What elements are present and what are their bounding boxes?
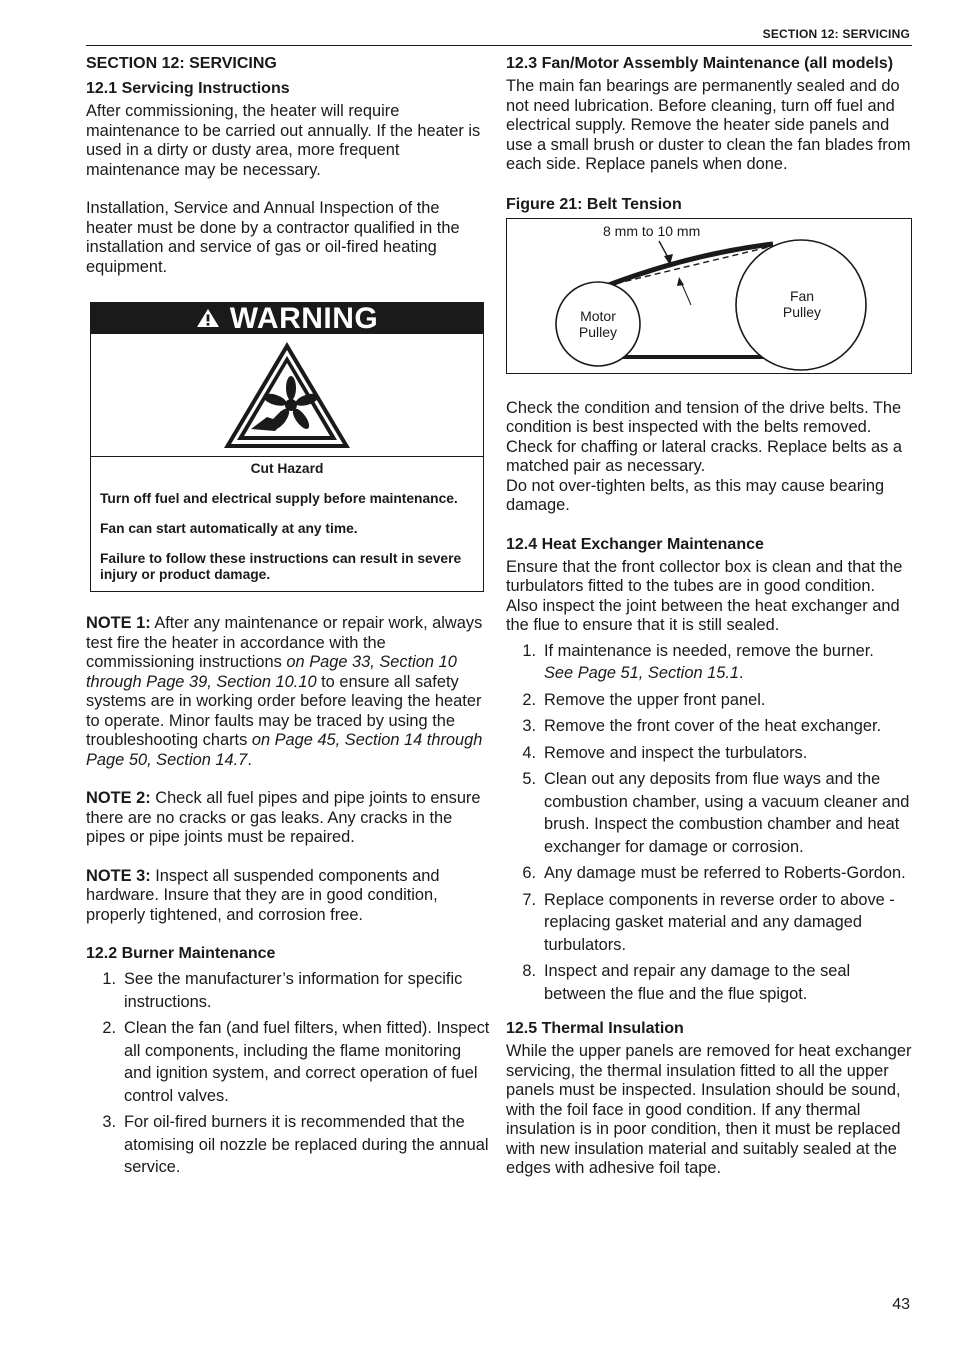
page-number: 43 — [892, 1296, 910, 1313]
note-3-label: NOTE 3: — [86, 866, 151, 885]
step-1-reference: See Page 51, Section 15.1 — [544, 664, 740, 682]
warning-title: Cut Hazard — [250, 461, 324, 476]
note-1-label: NOTE 1: — [86, 614, 151, 632]
list-item — [506, 862, 912, 885]
paragraph-thermal-insulation: While the upper panels are removed for heat exchanger servicing, the thermal insulation fitted to all the upper panels must be inspected. Insulation should be sound, with the foil face in good condition. If any thermal insulation is in poor condition, then it must be replaced with new insulation material and suitably sealed at the edges with adhesive foil tape. — [506, 1042, 912, 1177]
list-item — [506, 768, 912, 858]
step-number: 4. — [522, 743, 536, 762]
warning-line-2: Fan can start automatically at any time. — [100, 521, 358, 536]
step-1-text: If maintenance is needed, remove the burner. — [544, 641, 874, 660]
heading-12-1: 12.1 Servicing Instructions — [86, 80, 290, 97]
paragraph-belts-2: Do not over-tighten belts, as this may cause bearing damage. — [506, 476, 885, 514]
motor-pulley-label-line1: Motor — [580, 307, 616, 324]
list-item — [506, 742, 912, 765]
section-title: SECTION 12: SERVICING — [86, 55, 277, 72]
warning-line-1: Turn off fuel and electrical supply before maintenance. — [100, 491, 458, 506]
heading-12-3: 12.3 Fan/Motor Assembly Maintenance (all models) — [506, 55, 894, 72]
note-2-text: Check all fuel pipes and pipe joints to ensure there are no cracks or gas leaks. Any cracks in the pipes or pipe joints must be repaired. — [86, 789, 481, 846]
warning-label: WARNING — [229, 301, 379, 335]
step-text: Inspect and repair any damage to the seal between the flue and the flue spigot. — [544, 962, 851, 1003]
note-1 — [86, 614, 490, 770]
header-rule — [86, 45, 912, 46]
paragraph-heat-exchanger-2: Also inspect the joint between the heat exchanger and the flue to ensure that it is still sealed. — [506, 596, 900, 634]
fan-pulley-label — [759, 288, 845, 320]
fan-pulley-label-line2: Pulley — [782, 303, 822, 320]
step-number: 8. — [522, 962, 536, 980]
burner-steps-list — [86, 968, 490, 1179]
running-head: SECTION 12: SERVICING — [762, 27, 910, 41]
paragraph-servicing-1: After commissioning, the heater will require maintenance to be carried out annually. If the heater is used in a dirty or dusty area, more frequent maintenance may be necessary. — [86, 102, 481, 179]
step-text: Remove and inspect the turbulators. — [544, 743, 808, 762]
warning-banner — [91, 303, 483, 334]
note-3-text: Inspect all suspended components and hardware. Insure that they are in good condition, properly tightened, and corrosion free. — [86, 866, 440, 924]
step-number: 7. — [522, 890, 536, 909]
step-number: 2. — [522, 690, 536, 709]
step-number: 6. — [522, 864, 536, 882]
heading-12-5: 12.5 Thermal Insulation — [506, 1020, 684, 1037]
step-text: Any damage must be referred to Roberts-Gordon. — [544, 864, 906, 882]
cut-hazard-fan-hand-icon — [91, 334, 483, 457]
step-number: 5. — [522, 770, 536, 788]
step-text: Remove the front cover of the heat exchanger. — [544, 717, 882, 735]
warning-line-3: Failure to follow these instructions can result in severe injury or product damage. — [100, 551, 462, 582]
right-column — [506, 54, 912, 1179]
list-item — [506, 960, 912, 1005]
paragraph-servicing-2: Installation, Service and Annual Inspection of the heater must be done by a contractor qualified in the installation and service of gas or oil-fired heating equipment. — [86, 199, 460, 276]
belt-tension-figure — [506, 218, 912, 374]
step-text: See the manufacturer’s information for specific instructions. — [124, 970, 463, 1011]
step-text: If maintenance is needed, remove the burner. See Page 51, Section 15.1. — [544, 641, 874, 682]
motor-pulley-label — [555, 308, 641, 340]
list-item — [86, 1111, 490, 1179]
list-item — [506, 640, 912, 685]
list-item — [86, 968, 490, 1013]
note-1-text-c: . — [247, 750, 252, 769]
list-item — [86, 1017, 490, 1107]
fan-pulley-label-line1: Fan — [789, 287, 815, 304]
paragraph-belts: Check the condition and tension of the drive belts. The condition is best inspected with the belts removed. Check for chaffing or lateral cracks. Replace belts as a matched pair as necessary. — [506, 398, 902, 475]
step-text: Replace components in reverse order to above - replacing gasket material and any damaged turbulators. — [544, 890, 895, 954]
heading-12-2: 12.2 Burner Maintenance — [86, 945, 276, 962]
heading-12-4: 12.4 Heat Exchanger Maintenance — [506, 535, 764, 553]
step-number: 3. — [102, 1113, 116, 1131]
warning-box — [90, 302, 484, 592]
left-column — [86, 54, 490, 1183]
note-2-label: NOTE 2: — [86, 789, 151, 807]
step-number: 1. — [102, 970, 116, 988]
list-item — [506, 689, 912, 712]
step-text: Clean the fan (and fuel filters, when fitted). Inspect all components, including the flame monitoring and ignition system, and correct operation of fuel control valves. — [124, 1019, 490, 1105]
note-2 — [86, 789, 490, 848]
note-3 — [86, 867, 490, 926]
note-1-ref-commissioning: on Page 33, Section 10 through Page 39, Section 10.10 — [86, 653, 457, 691]
list-item — [506, 889, 912, 957]
note-1-ref-troubleshooting: on Page 45, Section 14 through Page 50, Section 14.7 — [86, 731, 483, 769]
step-text: For oil-fired burners it is recommended that the atomising oil nozzle be replaced during the annual service. — [124, 1113, 489, 1176]
note-1-text-b: to ensure all safety systems are in working order before leaving the heater to operate. Minor faults may be traced by using the troubleshooting charts — [86, 672, 482, 749]
warning-triangle-icon — [196, 302, 220, 336]
deflection-label: 8 mm to 10 mm — [603, 222, 701, 239]
step-number: 3. — [522, 717, 536, 735]
step-number: 2. — [102, 1019, 116, 1037]
step-text: Clean out any deposits from flue ways and the combustion chamber, using a vacuum cleaner and brush. Inspect the combustion chamber and heat exchanger for damage or corrosion. — [544, 770, 910, 856]
figure-caption: Figure 21: Belt Tension — [506, 195, 682, 213]
heat-exchanger-steps-list — [506, 640, 912, 1006]
list-item — [506, 715, 912, 738]
note-1-text-a: After any maintenance or repair work, always test fire the heater in accordance with the commissioning instructions — [86, 614, 483, 671]
motor-pulley-label-line2: Pulley — [578, 323, 618, 340]
step-text: Remove the upper front panel. — [544, 690, 766, 709]
warning-text — [91, 457, 483, 591]
paragraph-fan-motor: The main fan bearings are permanently sealed and do not need lubrication. Before cleaning, turn off fuel and electrical supply. Remove the heater side panels and use a small brush or duster to clean the fan blades from each side. Replace panels when done. — [506, 77, 911, 173]
paragraph-heat-exchanger-1: Ensure that the front collector box is clean and that the turbulators fitted to the tubes are in good condition. — [506, 557, 903, 595]
step-number: 1. — [522, 641, 536, 660]
